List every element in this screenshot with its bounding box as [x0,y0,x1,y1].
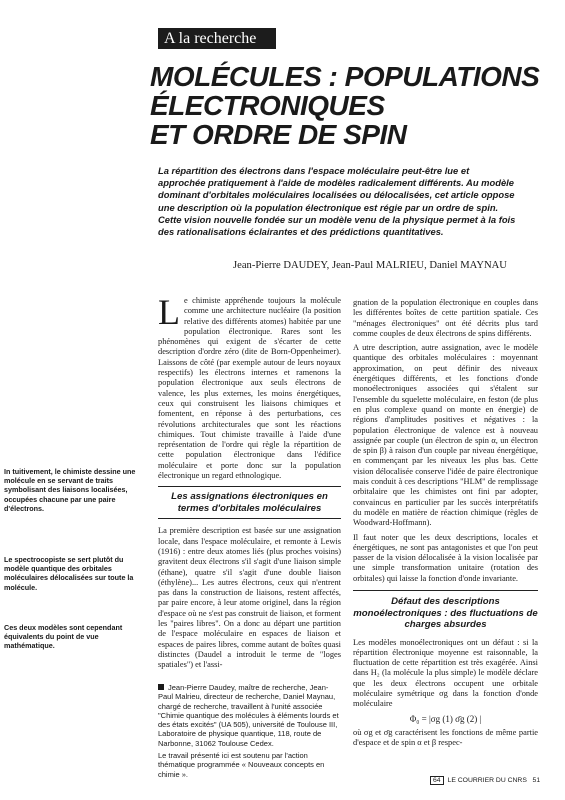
section-rubric: A la recherche [158,28,276,49]
paragraph-other-description: A utre description, autre assignation, avec le modèle quantique des orbitales moléculaires : moyennant approximation, on peut définir des niveaux énergétiques différents, et les fonctions d'onde monoélectroniques associées qui s'étalent sur l'ensemble du squelette moléculaire, en feston (de plus en plus complexe quand on monte en énergie) de régions d'amplitudes positives et négatives : la population électronique de valence est à nouveau assignée par couple (un électron de spin α, un électron de spin β) à raison d'un couple par niveau énergétique, en commençant par les niveaux les plus bas. Cette vision délocalisée conserve l'idée de paire électronique mais conduit à ces descriptions "HLM" de remplissage orbitalaire que les chimistes ont fini par adopter, convaincus en particulier par les succès interprétatifs du modèle en matière de réaction chimique (règles de Woodward-Hoffmann). [353,343,538,528]
paragraph-equivalence: Il faut noter que les deux descriptions, locales et énergétiques, ne sont pas antagonistes et que l'on peut passer de la vision délocalisée à la vision localisée par une simple transformation unitaire (rotation des orbitales) qui laisse la fonction d'onde invariante. [353,532,538,583]
page-number: 51 [532,777,541,784]
article-lead: La répartition des électrons dans l'espace moléculaire peut-être lue et approchée pratiquement à l'aide de modèles radicalement différents. Au modèle dominant d'orbitales moléculaires localisées ou délocalisées, cet article oppose une description où la population électronique est régie par un ordre de spin. Cette vision nouvelle fondée sur un modèle venu de la physique permet à la fois des rationalisations éclairantes et des prédictions quantitatives. [158,165,516,238]
paragraph-lewis: La première description est basée sur une assignation locale, dans l'espace moléculaire, et remonte à Lewis (1916) : entre deux atomes liés (plus proches voisins) gravitent deux électrons s'il s'agit d'une liaison simple (éthane), quatre s'il s'agit d'une double liaison (éthylène)... Les autres électrons, ceux qui n'entrent pas dans la construction de liaisons, restent affectés, par paire encore, à leur atome originel, dans la région d'espace où ne s'est pas construit de liaison, et forment les "paires libres". On a donc au départ une partition de l'espace moléculaire en espaces de liaison et espaces de paires libres, comme autant de boîtes quasi distinctes (Daudel a introduit le terme de "loges spatiales") et l'assi- [158,526,341,670]
column-right [353,298,538,752]
sidenote-lewis: In tuitivement, le chimiste dessine une molécule en se servant de traits symbolisant des liaisons localisées, occupées chacune par une paire d'électrons. [4,467,136,513]
sidenote-spectroscopist: Le spectrocopiste se sert plutôt du modèle quantique des orbitales moléculaires délocalisées sur toute la molécule. [4,555,134,592]
paragraph-monoelectronic: Les modèles monoélectroniques ont un défaut : si la répartition électronique moyenne est raisonnable, la fluctuation de cette répartition est très exagérée. Ainsi dans H₂ (la molécule la plus simple) le modèle déclare que les deux électrons occupent une orbitale moléculaire symétrique σg dans la fonction d'onde moléculaire [353,637,538,709]
paragraph-spin-functions: où σg et σ̄g caractérisent les fonctions de même partie d'espace et de spin α et β respec- [353,727,538,748]
article-title [150,62,560,149]
page-footer [430,776,550,785]
wavefunction-formula: Φ₀ = |σg (1) σ̄g (2) | [409,713,482,724]
intro-paragraph: Le chimiste appréhende toujours la molécule comme une architecture nucléaire (la position relative des différents atomes) habitée par une population électronique. Rares sont les phénomènes qui exigent de s'écarter de cette description d'ordre zéro (dite de Born-Oppenheimer). Laissons de côté (par exemple autour de leurs noyaux respectifs) les électrons internes et ramenons la population électronique aux seuls électrons de valence, les plus externes, les moins énergétiques, ceux qui construisent les liaisons chimiques et fomentent, en réponse à des perturbations, ces révolutions architecturales que sont les réactions chimiques. Tout chimiste travaille à l'aide d'une représentation de l'ordre qui règle la répartition de cette population électronique dans l'édifice moléculaire et porte donc sur la population électronique un regard ethnologique. [158,292,341,481]
title-line-1: MOLÉCULES : POPULATIONS [150,61,540,92]
bio-paragraph: Jean-Pierre Daudey, maître de recherche, Jean-Paul Malrieu, directeur de recherche, Daniel Maynau, chargé de recherche, travaillent à l'unité associée "Chimie quantique des molécules à éléments lourds et des états excités" (UA 505), université de Toulouse III, Laboratoire de physique quantique, 118, route de Narbonne, 31062 Toulouse Cedex. [158,683,339,748]
subhead-charge-fluctuations: Défaut des descriptions monoélectroniques : des fluctuations de charges absurdes [353,590,538,631]
column-left [158,292,341,675]
issue-number-box: 64 [430,776,444,785]
author-bio [158,683,341,782]
title-line-3: ET ORDRE DE SPIN [150,119,407,150]
journal-name: LE COURRIER DU CNRS [447,777,527,784]
article-authors: Jean-Pierre DAUDEY, Jean-Paul MALRIEU, Daniel MAYNAU [233,260,507,271]
paragraph-continuation: gnation de la population électronique en couples dans les différentes boîtes de cette partition spatiale. Ces "ménages électroniques" ont été décrits plus tard comme couples de deux électrons de spins différents. [353,298,538,338]
drop-cap: L [158,292,180,332]
sidenote-equivalence: Ces deux modèles sont cependant équivalents du point de vue mathématique. [4,623,123,651]
funding-note: Le travail présenté ici est soutenu par l'action thématique programmée « Nouveaux concepts en chimie ». [158,751,325,779]
title-line-2: ÉLECTRONIQUES [150,90,385,121]
subhead-orbital-assignments: Les assignations électroniques en termes d'orbitales moléculaires [158,486,341,519]
square-bullet-icon [158,684,164,690]
